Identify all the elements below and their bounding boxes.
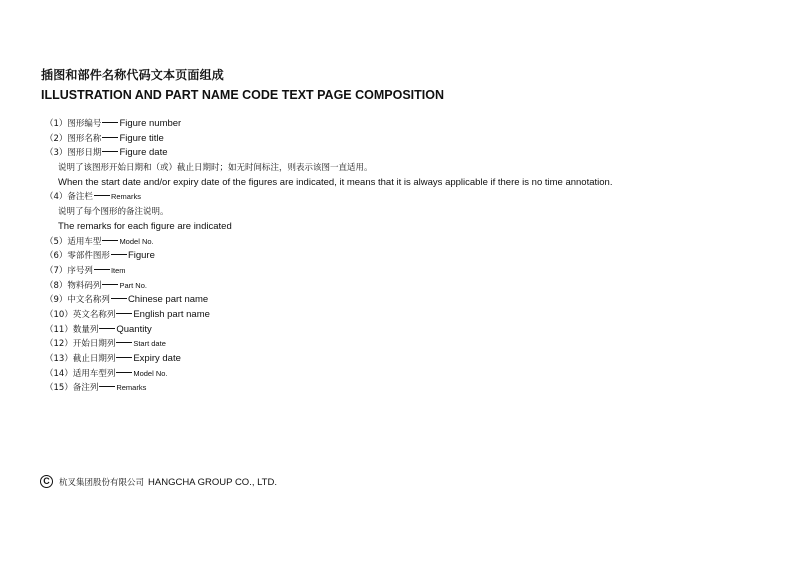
item-number: （11） (45, 324, 73, 335)
item-number: （7） (45, 265, 68, 276)
copyright-icon: C (40, 475, 53, 488)
item-label-chinese: 开始日期列 (72, 339, 116, 350)
note-line (45, 205, 765, 220)
item-label-chinese: 备注栏 (67, 192, 93, 203)
item-label-chinese: 中文名称列 (67, 295, 110, 306)
item-label-chinese: 图形编号 (67, 119, 102, 129)
item-label-english: Start date (133, 339, 166, 349)
item-number: （9） (45, 295, 68, 306)
note-text-english: The remarks for each figure are indicated (58, 220, 232, 232)
item-label-english: Part No. (119, 280, 147, 290)
item-label-chinese: 英文名称列 (72, 309, 116, 320)
item-label-english: Model No. (133, 368, 168, 378)
separator-dash (111, 254, 127, 255)
note-line (45, 161, 765, 176)
item-number: （1） (45, 119, 68, 129)
item-label-chinese: 适用车型 (67, 236, 102, 247)
page-title-english: ILLUSTRATION AND PART NAME CODE TEXT PAGE COMPOSITION (41, 88, 445, 102)
item-label-chinese: 数量列 (72, 324, 99, 335)
list-item (45, 279, 765, 294)
item-label-english: Figure (127, 250, 155, 262)
list-item (45, 381, 765, 396)
item-label-chinese: 截止日期列 (72, 354, 116, 364)
company-name-english: HANGCHA GROUP CO., LTD. (148, 477, 277, 488)
item-number: （15） (45, 383, 73, 394)
item-label-chinese: 备注列 (72, 383, 99, 394)
list-item (45, 323, 765, 338)
separator-dash (94, 269, 110, 270)
item-label-chinese: 图形日期 (67, 148, 102, 159)
list-item (45, 132, 765, 147)
list-item (45, 249, 765, 264)
list-item (45, 367, 765, 382)
separator-dash (94, 195, 110, 196)
composition-list (45, 117, 765, 396)
list-item (45, 146, 765, 161)
item-number: （6） (45, 251, 68, 262)
item-label-chinese: 零部件图形 (67, 251, 110, 262)
item-label-chinese: 序号列 (67, 265, 93, 276)
item-label-english: Figure date (119, 147, 168, 159)
list-item (45, 264, 765, 279)
item-label-english: Figure number (119, 118, 182, 129)
item-number: （3） (45, 148, 68, 159)
item-label-english: Item (110, 265, 126, 275)
item-label-english: Quantity (116, 323, 152, 335)
note-text-english: When the start date and/or expiry date of the figures are indicated, it means that it is always applicable if there is no time annotation. (58, 176, 613, 188)
note-text-chinese: 说明了每个图形的备注说明。 (58, 207, 169, 218)
item-label-chinese: 适用车型列 (72, 368, 116, 379)
note-line (45, 176, 765, 191)
note-text-chinese: 说明了该图形开始日期和（或）截止日期时；如无时间标注，则表示该图一直适用。 (58, 163, 373, 174)
item-label-english: Model No. (119, 236, 154, 246)
separator-dash (102, 137, 118, 138)
list-item (45, 293, 765, 308)
separator-dash (111, 298, 127, 299)
item-label-english: Chinese part name (127, 294, 209, 306)
separator-dash (116, 372, 132, 373)
separator-dash (102, 122, 118, 123)
item-label-english: Remarks (110, 192, 141, 202)
item-label-chinese: 图形名称 (67, 133, 102, 144)
separator-dash (102, 284, 118, 285)
item-number: （14） (45, 368, 73, 379)
item-number: （13） (45, 354, 73, 364)
list-item (45, 235, 765, 250)
list-item (45, 190, 765, 205)
copyright-footer (40, 476, 277, 490)
item-number: （5） (45, 236, 68, 247)
item-number: （4） (45, 192, 68, 203)
list-item (45, 117, 765, 132)
separator-dash (116, 313, 132, 314)
item-label-english: Figure title (119, 132, 164, 144)
item-number: （2） (45, 133, 68, 144)
item-label-english: Remarks (116, 383, 147, 393)
separator-dash (102, 240, 118, 241)
separator-dash (116, 357, 132, 358)
page-title-chinese: 插图和部件名称代码文本页面组成 (41, 68, 225, 82)
company-name-chinese: 杭叉集团股份有限公司 (59, 478, 145, 488)
item-number: （12） (45, 339, 73, 350)
item-label-chinese: 物料码列 (67, 280, 102, 291)
separator-dash (102, 151, 118, 152)
item-label-english: English part name (133, 308, 210, 320)
note-line (45, 220, 765, 235)
item-number: （8） (45, 280, 68, 291)
list-item (45, 337, 765, 352)
list-item (45, 308, 765, 323)
item-number: （10） (45, 309, 73, 320)
separator-dash (99, 328, 115, 329)
item-label-english: Expiry date (133, 353, 181, 364)
separator-dash (99, 386, 115, 387)
separator-dash (116, 342, 132, 343)
list-item (45, 352, 765, 367)
